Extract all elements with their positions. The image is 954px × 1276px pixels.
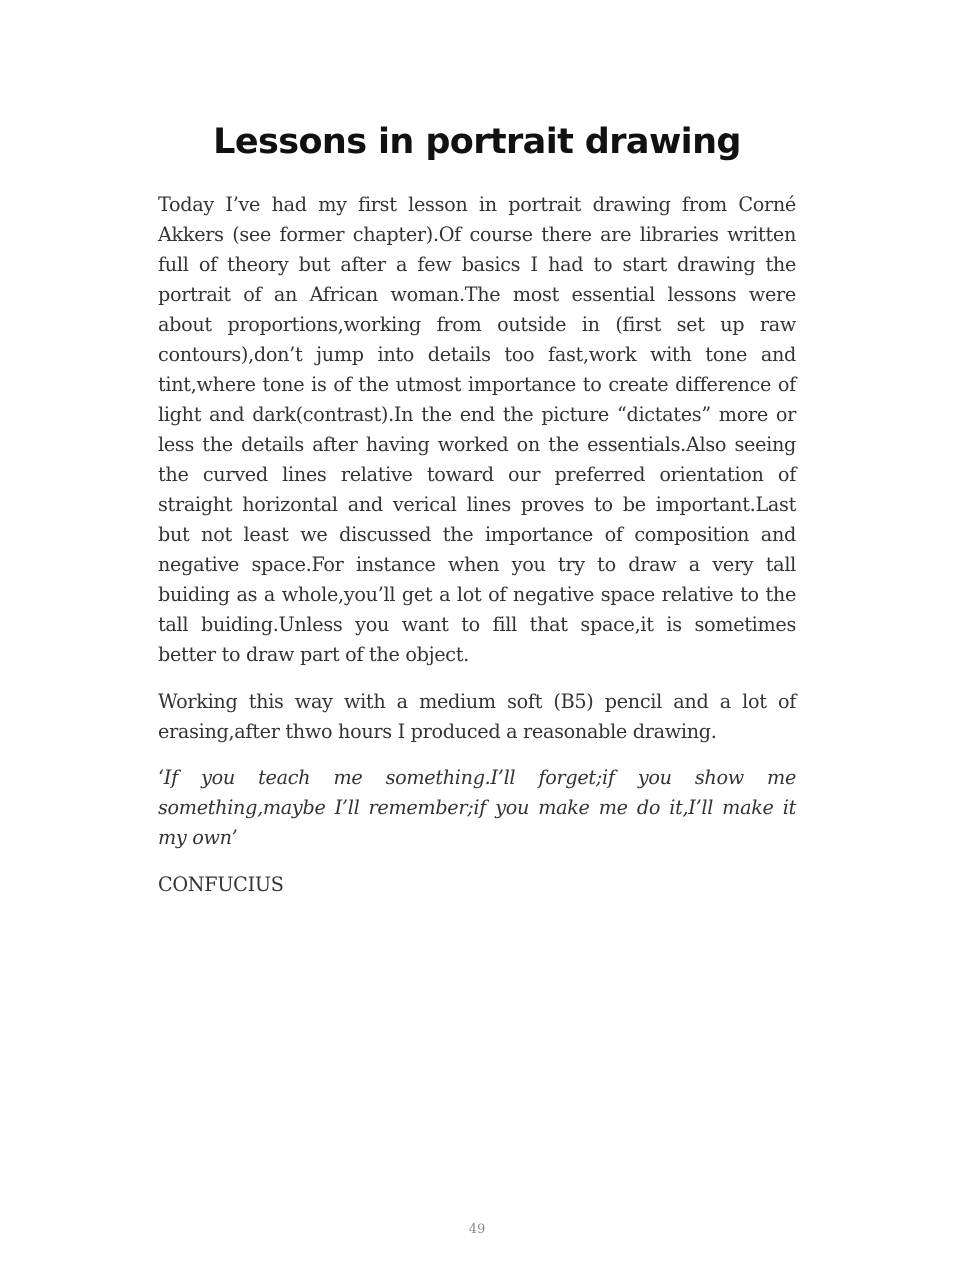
quote-author: CONFUCIUS [158, 873, 284, 896]
page-number: 49 [468, 1222, 486, 1237]
body-paragraph-lesson: Today I’ve had my first lesson in portrait drawing from Corné Akkers (see former chapter).Of course there are libraries written full of theory but after a few basics I had to start drawing the portrait of an African woman.The most essential lessons were about proportions,working from outside in (first set up raw contours),don’t jump into details too fast,work with tone and tint,where tone is of the utmost importance to create difference of light and dark(contrast).In the end the picture “dictates” more or less the details after having worked on the essentials.Also seeing the curved lines relative toward our preferred orientation of straight horizontal and verical lines proves to be important.Last but not least we discussed the importance of composition and negative space.For instance when you try to draw a very tall buiding as a whole,you’ll get a lot of negative space relative to the tall buiding.Unless you want to fill that space,it is sometimes better to draw part of the object. [158, 193, 796, 666]
quote-text: ‘If you teach me something.I’ll forget;if you show me something,maybe I’ll remember;if you make me do it,I’ll make it my own’ [158, 766, 796, 849]
body-paragraph-pencil: Working this way with a medium soft (B5) pencil and a lot of erasing,after thwo hours I produced a reasonable drawing. [158, 690, 796, 743]
page-title: Lessons in portrait drawing [213, 122, 741, 162]
